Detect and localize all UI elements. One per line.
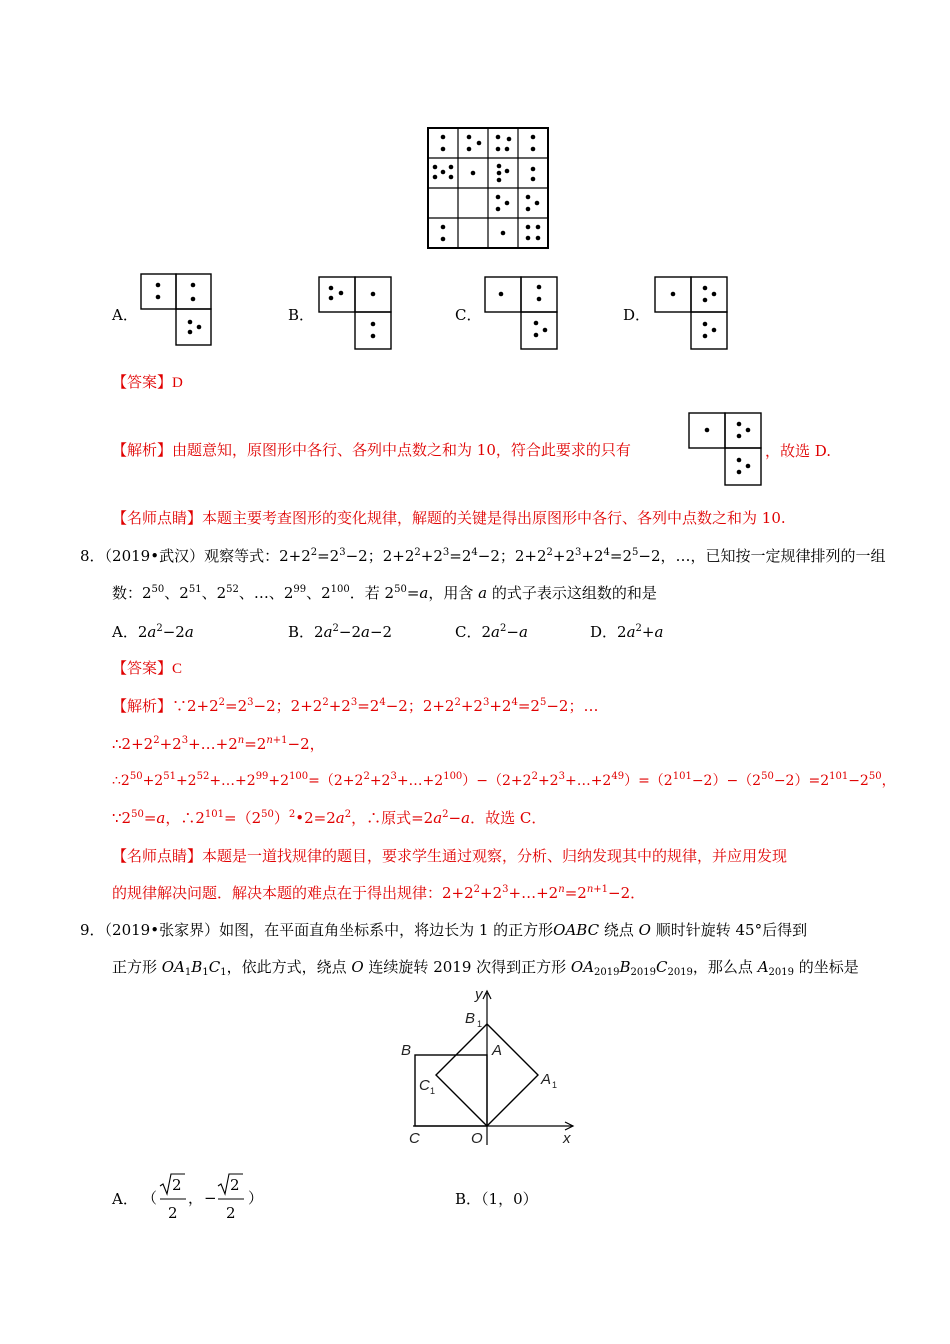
option-a-label[interactable]: A． [112, 306, 138, 324]
label-a1: A [541, 1071, 552, 1088]
option-c-figure[interactable] [484, 276, 558, 350]
label-c1: C [419, 1077, 430, 1094]
option-b-figure[interactable] [318, 276, 392, 350]
q8-tip-1: 【名师点睛】本题是一道找规律的题目，要求学生通过观察，分析、归纳发现其中的规律，并应用发现 [112, 847, 788, 865]
svg-text:（: （ [142, 1189, 158, 1207]
svg-text:1: 1 [552, 1080, 558, 1090]
q7-analysis-figure [688, 412, 762, 486]
rotation-figure [395, 985, 585, 1150]
q8-tip-2: 的规律解决问题．解决本题的难点在于得出规律：$2+2^2+2^3+\dots+2^n=2^{n+1}-2$． [112, 884, 646, 902]
dot-grid-svg [427, 127, 549, 249]
svg-text:）: ） [248, 1189, 264, 1207]
q7-analysis-end: ，故选 D. [765, 442, 832, 460]
q8-analysis-4: $\because 2^{50}=a$，$\therefore 2^{101}=(2^{50})^2•2=2a^2$，∴原式$=2a^2-a$．故选 C． [112, 809, 547, 827]
q8-option-b[interactable]: B．$2a^2-2a-2$ [288, 623, 393, 641]
label-y: y [475, 986, 483, 1003]
q9-line2: 正方形 $OA_1B_1C_1$，依此方式，绕点 O 连续旋转 2019 次得到正方形 $OA_{2019}B_{2019}C_{2019}$，那么点 $A_{2019}$ 的坐标是 [112, 958, 859, 978]
q8-option-a[interactable]: A．$2a^2-2a$ [112, 623, 194, 641]
svg-text:1: 1 [477, 1019, 483, 1029]
svg-text:2: 2 [226, 1204, 236, 1222]
q8-analysis-3: $\therefore 2^{50}+2^{51}+2^{52}+\dots+2^{99}+2^{100}=(2+2^2+2^3+\dots+2^{100})-(2+2^2+2^3+\dots+2^{49})=(2^{101}-2)-(2^{50}-2)=2^{101}-2^{50}$， [112, 771, 896, 789]
q7-analysis: 【解析】由题意知，原图形中各行、各列中点数之和为 10，符合此要求的只有 [112, 441, 631, 459]
svg-text:1: 1 [430, 1086, 436, 1096]
svg-text:−: − [204, 1189, 217, 1207]
label-b: B [401, 1042, 412, 1059]
q9-option-b[interactable]: B．（1，0） [455, 1190, 538, 1208]
option-d-figure[interactable] [654, 276, 728, 350]
svg-text:2: 2 [168, 1204, 178, 1222]
q8-line2: 数：$2^{50}$、$2^{51}$、$2^{52}$、…、$2^{99}$、$2^{100}$．若 $2^{50}=a$，用含 a 的式子表示这组数的和是 [112, 584, 657, 602]
svg-text:2: 2 [230, 1176, 240, 1194]
q8-analysis-1: 【解析】$\because 2+2^2=2^3-2$；$2+2^2+2^3=2^4-2$；$2+2^2+2^3+2^4=2^5-2$；… [112, 697, 599, 715]
svg-text:，: ， [188, 1189, 204, 1207]
q7-answer: 【答案】D [112, 373, 183, 391]
option-d-label[interactable]: D． [623, 306, 651, 324]
label-c: C [409, 1130, 420, 1147]
q9-option-a[interactable]: A． [112, 1190, 138, 1208]
label-x: x [563, 1130, 571, 1147]
dot-grid-figure [427, 127, 549, 249]
q9-line1: 9．（2019•张家界）如图，在平面直角坐标系中，将边长为 1 的正方形OABC 绕点 O 顺时针旋转 45°后得到 [80, 921, 808, 939]
label-o: O [471, 1130, 483, 1147]
rotation-figure-svg [395, 985, 585, 1150]
option-c-label[interactable]: C． [455, 306, 482, 324]
svg-text:2: 2 [172, 1176, 182, 1194]
label-b1: B [465, 1010, 476, 1027]
option-a-figure[interactable] [140, 273, 212, 347]
q9-option-a-value[interactable] [140, 1170, 270, 1226]
option-b-label[interactable]: B． [288, 306, 315, 324]
q8-line1: 8．（2019•武汉）观察等式：$2+2^2=2^3-2$；$2+2^2+2^3=2^4-2$；$2+2^2+2^3+2^4=2^5-2$，…，已知按一定规律排列的一组 [80, 547, 886, 565]
label-a: A [492, 1042, 503, 1059]
q7-tip: 【名师点睛】本题主要考查图形的变化规律，解题的关键是得出原图形中各行、各列中点数之和为 10. [112, 509, 786, 527]
q8-option-c[interactable]: C．$2a^2-a$ [455, 623, 528, 641]
q8-analysis-2: $\therefore 2+2^2+2^3+\dots+2^n=2^{n+1}-2$， [112, 735, 325, 753]
q8-option-d[interactable]: D．$2a^2+a$ [590, 623, 664, 641]
q8-answer: 【答案】C [112, 659, 183, 677]
